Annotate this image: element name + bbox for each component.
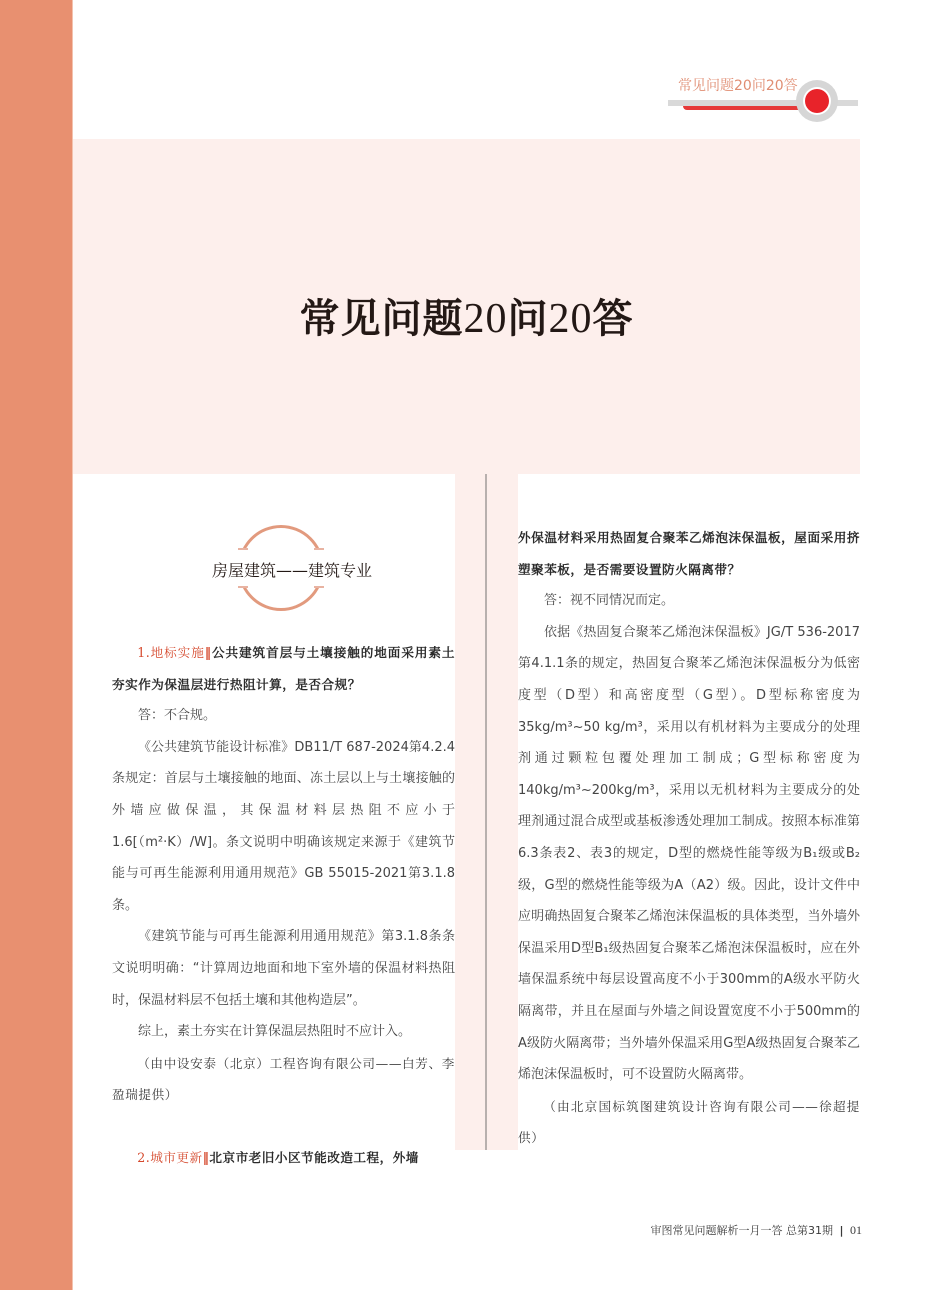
question-1-bar: ‖ <box>204 645 212 660</box>
running-header-red-dot-icon <box>805 89 829 113</box>
answer-1-paragraph: 《建筑节能与可再生能源利用通用规范》第3.1.8条条文说明明确：“计算周边地面和地下室外墙的保温材料热阻时，保温材料层不包括土壤和其他构造层”。 <box>112 929 455 1008</box>
title-num-1: 20 <box>463 296 508 342</box>
question-2-text-part1: 北京市老旧小区节能改造工程，外墙 <box>209 1149 419 1165</box>
question-1-text: 公共建筑首层与土壤接触的地面采用素土夯实作为保温层进行热阻计算，是否合规？ <box>112 645 455 692</box>
column-divider <box>485 474 487 1150</box>
right-column <box>518 522 860 1154</box>
page-number: 01 <box>850 1223 862 1237</box>
question-2 <box>112 1142 455 1174</box>
left-column <box>112 637 455 1174</box>
answer-2: 答：视不同情况而定。 <box>544 593 675 609</box>
spacer <box>112 1111 455 1142</box>
footer-separator: | <box>839 1224 844 1237</box>
answer-2-credit: （由北京国标筑图建筑设计咨询有限公司——徐超提供） <box>518 1098 860 1146</box>
question-1-tag: 1.地标实施 <box>137 645 205 660</box>
section-badge <box>182 525 402 615</box>
running-header-text: 常见问题20问20答 <box>678 78 798 94</box>
footer-publication: 审图常见问题解析一月一答 <box>650 1224 783 1237</box>
title-band <box>73 139 860 474</box>
title-part-1: 常见问题 <box>299 296 464 342</box>
answer-1: 答：不合规。 <box>138 708 217 724</box>
question-2-continued: 外保温材料采用热固复合聚苯乙烯泡沫保温板，屋面采用挤塑聚苯板，是否需要设置防火隔离带？ <box>518 530 860 577</box>
answer-1-paragraph: 《公共建筑节能设计标准》DB11/T 687-2024第4.2.4条规定：首层与土壤接触的地面、冻土层以上与土壤接触的外墙应做保温，其保温材料层热阻不应小于1.6[（m²·K）/W]。条文说明中明确该规定来源于《建筑节能与可再生能源利用通用规范》GB 55015-2021第3.1.8条。 <box>112 739 455 913</box>
question-2-bar: ‖ <box>202 1149 210 1165</box>
page-title <box>73 287 860 344</box>
arc-tick <box>314 548 324 550</box>
answer-1-credit: （由中设安泰（北京）工程咨询有限公司——白芳、李盈瑞提供） <box>112 1055 455 1103</box>
title-part-2: 问 <box>507 296 549 342</box>
arc-tick <box>314 586 324 588</box>
running-header <box>668 70 868 130</box>
section-label: 房屋建筑——建筑专业 <box>211 561 372 580</box>
page-footer <box>630 1222 862 1238</box>
arc-tick <box>238 548 248 550</box>
answer-2-paragraph: 依据《热固复合聚苯乙烯泡沫保温板》JG/T 536-2017第4.1.1条的规定，热固复合聚苯乙烯泡沫保温板分为低密度型（D型）和高密度型（G型）。D型标称密度为 35kg/m³~50 kg/m³，采用以有机材料为主要成分的处理剂通过颗粒包覆处理加工制成；G型标称密度为140kg/m³~200kg/m³，采用以无机材料为主要成分的处理剂通过混合成型或基板渗透处理加工制成。按照本标准第6.3条表2、表3的规定，D型的燃烧性能等级为B₁级或B₂级，G型的燃烧性能等级为A（A2）级。因此，设计文件中应明确热固复合聚苯乙烯泡沫保温板的具体类型，当外墙外保温采用D型B₁级热固复合聚苯乙烯泡沫保温板时，应在外墙保温系统中每层设置高度不小于300mm的A级水平防火隔离带，并且在屋面与外墙之间设置宽度不小于500mm的A级防火隔离带；当外墙外保温采用G型A级热固复合聚苯乙烯泡沫保温板时，可不设置防火隔离带。 <box>518 624 860 1083</box>
title-part-3: 答 <box>592 296 634 342</box>
footer-issue: 总第31期 <box>785 1224 833 1237</box>
arc-tick <box>238 586 248 588</box>
question-1 <box>112 637 455 700</box>
left-decorative-bar <box>0 0 72 1290</box>
title-num-2: 20 <box>548 296 593 342</box>
question-2-tag: 2.城市更新 <box>137 1149 203 1165</box>
answer-1-paragraph: 综上，素土夯实在计算保温层热阻时不应计入。 <box>138 1024 412 1040</box>
